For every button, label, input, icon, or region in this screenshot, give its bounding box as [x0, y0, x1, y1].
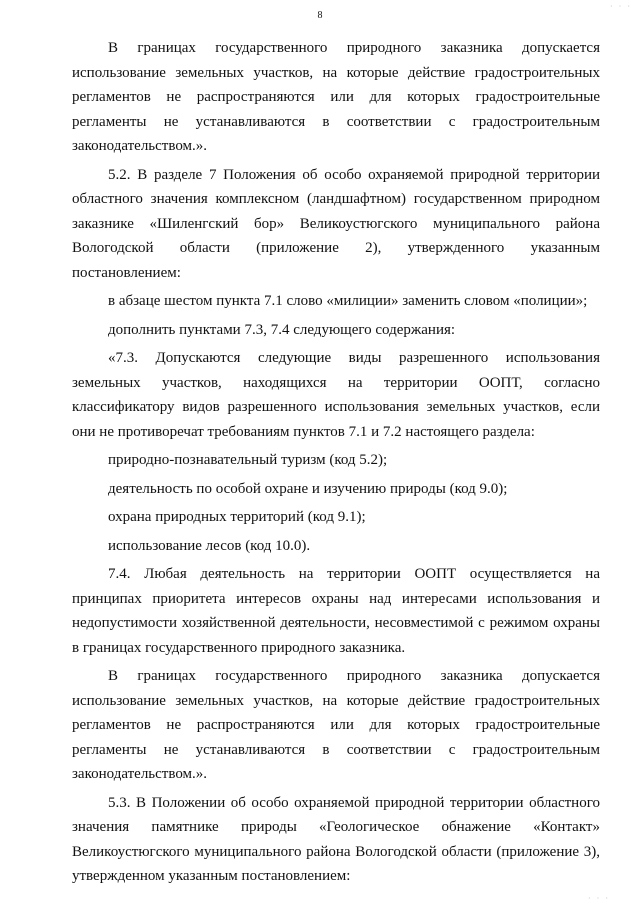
- scan-artifact: · · ·: [610, 2, 632, 11]
- list-item: использование лесов (код 10.0).: [108, 537, 311, 554]
- scan-artifact: · · ·: [588, 894, 610, 903]
- list-item: деятельность по особой охране и изучению природы (код 9.0);: [108, 480, 508, 497]
- paragraph: 5.3. В Положении об особо охраняемой природной территории областного значения памятнике природы «Геологическое обнажение «Контакт» Великоустюгского муниципального района Вологодской области (приложение 3), утвержденном указанным постановлением:: [72, 794, 600, 884]
- document-body: [72, 36, 600, 889]
- page-number: 8: [317, 10, 323, 21]
- list-item: природно-познавательный туризм (код 5.2);: [108, 452, 388, 468]
- paragraph: дополнить пунктами 7.3, 7.4 следующего содержания:: [108, 321, 456, 338]
- paragraph: «7.3. Допускаются следующие виды разрешенного использования земельных участков, находящихся на территории ООПТ, согласно классификатору видов разрешенного использования земельных участков, если они не противоречат требованиям пунктов 7.1 и 7.2 настоящего раздела:: [72, 350, 600, 440]
- paragraph: в абзаце шестом пункта 7.1 слово «милиции» заменить словом «полиции»;: [108, 293, 588, 309]
- paragraph: В границах государственного природного заказника допускается использование земельных участков, на которые действие градостроительных регламентов не распространяются или для которых градостроительные регламенты не устанавливаются в соответствии с градостроительным законодательством.».: [72, 668, 600, 782]
- paragraph: В границах государственного природного заказника допускается использование земельных участков, на которые действие градостроительных регламентов не распространяются или для которых градостроительные регламенты не устанавливаются в соответствии с градостроительным законодательством.».: [72, 40, 600, 154]
- list-item: охрана природных территорий (код 9.1);: [108, 509, 366, 525]
- paragraph: 5.2. В разделе 7 Положения об особо охраняемой природной территории областного значения комплексном (ландшафтном) государственном природном заказнике «Шиленгский бор» Великоустюгского муниципального района Вологодской области (приложение 2), утвержденного указанным постановлением:: [72, 166, 600, 281]
- paragraph: 7.4. Любая деятельность на территории ООПТ осуществляется на принципах приоритета интересов охраны над интересами использования и недопустимости хозяйственной деятельности, несовместимой с режимом охраны в границах государственного природного заказника.: [72, 566, 600, 656]
